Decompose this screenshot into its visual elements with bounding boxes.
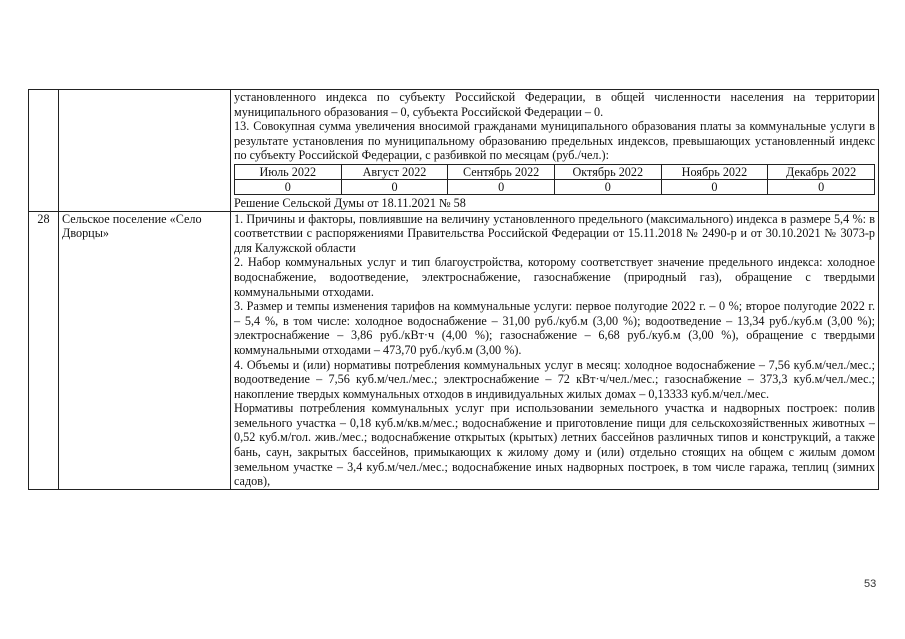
monthly-increase-table bbox=[234, 164, 875, 195]
month-value: 0 bbox=[554, 179, 661, 194]
month-value: 0 bbox=[448, 179, 555, 194]
table-row bbox=[29, 90, 879, 212]
month-value: 0 bbox=[235, 179, 342, 194]
paragraph: 2. Набор коммунальных услуг и тип благоустройства, которому соответствует значение предельного индекса: холодное водоснабжение, водоотведение, электроснабжение, газоснабжение (природный газ), обращение с твердыми коммунальными отходами. bbox=[234, 255, 875, 299]
month-header: Июль 2022 bbox=[235, 164, 342, 179]
description-cell bbox=[231, 211, 879, 489]
decision-reference: Решение Сельской Думы от 18.11.2021 № 58 bbox=[234, 195, 466, 210]
paragraph: Нормативы потребления коммунальных услуг при использовании земельного участка и надворных построек: полив земельного участка – 0,18 куб.м/кв.м/мес.; водоснабжение и приготовление пищи для сельскохозяйственных животных – 0,52 куб.м/гол. жив./мес.; водоснабжение открытых (крытых) летних бассейнов различных типов и конструкций, а также бань, саун, закрытых бассейнов, примыкающих к жилому дому и (или) отдельно стоящих на общем с жилым домом земельном участке – 3,4 куб.м/чел./мес.; водоснабжение иных надворных построек, в том числе гаража, теплиц (зимних садов), bbox=[234, 401, 875, 489]
municipal-index-table bbox=[28, 89, 879, 490]
paragraph: 4. Объемы и (или) нормативы потребления коммунальных услуг в месяц: холодное водоснабжение – 7,56 куб.м/чел./мес.; водоотведение – 7,56 куб.м/чел./мес.; электроснабжение – 72 кВт·ч/чел./мес.; газоснабжение – 373,3 куб.м/чел./мес.; накопление твердых коммунальных отходов в индивидуальных жилых домах – 0,13333 куб.м/чел./мес. bbox=[234, 357, 875, 401]
municipality-name-cell: Сельское поселение «Село Дворцы» bbox=[59, 211, 231, 489]
month-header: Август 2022 bbox=[341, 164, 448, 179]
month-header: Ноябрь 2022 bbox=[661, 164, 768, 179]
table-row bbox=[29, 211, 879, 489]
month-header: Октябрь 2022 bbox=[554, 164, 661, 179]
page-number: 53 bbox=[864, 578, 877, 590]
row-number-cell bbox=[29, 90, 59, 212]
month-header: Декабрь 2022 bbox=[768, 164, 875, 179]
month-value: 0 bbox=[661, 179, 768, 194]
description-cell bbox=[231, 90, 879, 212]
municipality-name-cell bbox=[59, 90, 231, 212]
months-header-row bbox=[235, 164, 875, 179]
paragraph: 3. Размер и темпы изменения тарифов на коммунальные услуги: первое полугодие 2022 г. – 0 %; второе полугодие 2022 г. – 5,4 %, в том числе: холодное водоснабжение – 31,00 руб./куб.м (3,00 %); водоотведение – 13,34 руб./куб.м (3,00 %); электроснабжение – 3,86 руб./кВт·ч (4,00 %); газоснабжение – 6,68 руб./куб.м (3,00 %), обращение с твердыми коммунальными отходами – 473,70 руб./куб.м (3,00 %). bbox=[234, 299, 875, 357]
month-value: 0 bbox=[341, 179, 448, 194]
paragraph: 1. Причины и факторы, повлиявшие на величину установленного предельного (максимального) индекса в размере 5,4 %: в соответствии с распоряжениями Правительства Российской Федерации от 15.11.2018 № 2490-р и от 30.10.2021 № 3073-р для Калужской области bbox=[234, 211, 875, 255]
paragraph: установленного индекса по субъекту Российской Федерации, в общей численности населения на территории муниципального образования – 0, субъекта Российской Федерации – 0. bbox=[234, 90, 875, 119]
paragraph: 13. Совокупная сумма увеличения вносимой гражданами муниципального образования платы за коммунальные услуги в результате установления по муниципальному образованию предельных индексов, превышающих установленный индекс по субъекту Российской Федерации, с разбивкой по месяцам (руб./чел.): bbox=[234, 119, 875, 163]
months-value-row bbox=[235, 179, 875, 194]
month-value: 0 bbox=[768, 179, 875, 194]
row-number-cell: 28 bbox=[29, 211, 59, 489]
month-header: Сентябрь 2022 bbox=[448, 164, 555, 179]
